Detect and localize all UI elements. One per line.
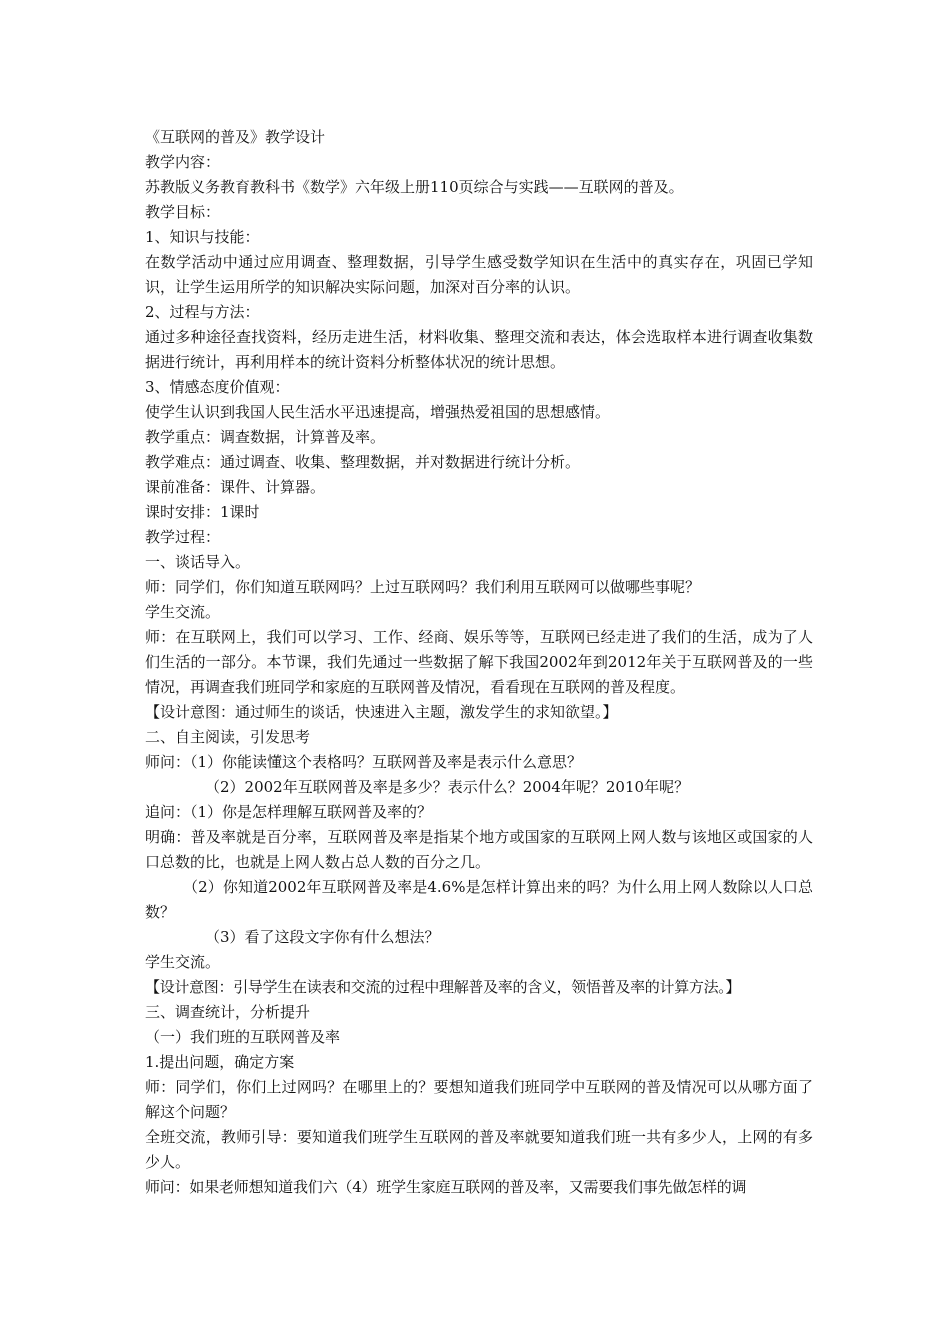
- s1-intent: 【设计意图：通过师生的谈话，快速进入主题，激发学生的求知欲望。】: [145, 703, 618, 721]
- goal1-heading: 1、知识与技能：: [145, 228, 260, 246]
- s1-student: 学生交流。: [145, 603, 221, 621]
- s2-question2: （2）2002年互联网普及率是多少？表示什么？2004年呢？2010年呢？: [205, 778, 690, 796]
- goal3-text: 使学生认识到我国人民生活水平迅速提高，增强热爱祖国的思想感情。: [145, 403, 611, 421]
- s3-teacher-question2: 师问：如果老师想知道我们六（4）班学生家庭互联网的普及率，又需要我们事先做怎样的调: [145, 1178, 747, 1196]
- document-title: 《互联网的普及》教学设计: [145, 128, 326, 146]
- s2-follow-up3: （3）看了这段文字你有什么想法？: [205, 928, 440, 946]
- goals-heading: 教学目标：: [145, 203, 221, 221]
- s3-subsection1: （一）我们班的互联网普及率: [145, 1028, 341, 1046]
- s3-step1: 1.提出问题，确定方案: [145, 1053, 295, 1071]
- content-heading: 教学内容：: [145, 153, 221, 171]
- s1-teacher-question: 师：同学们，你们知道互联网吗？上过互联网吗？我们利用互联网可以做哪些事呢？: [145, 578, 701, 596]
- section2-heading: 二、自主阅读，引发思考: [145, 728, 311, 746]
- difficulty: 教学难点：通过调查、收集、整理数据，并对数据进行统计分析。: [145, 453, 581, 471]
- s2-question1: 师问：（1）你能读懂这个表格吗？互联网普及率是表示什么意思？: [145, 753, 583, 771]
- process-heading: 教学过程：: [145, 528, 221, 546]
- s1-teacher-text: 师：在互联网上，我们可以学习、工作、经商、娱乐等等，互联网已经走进了我们的生活，成为了人们生活的一部分。本节课，我们先通过一些数据了解下我国2002年到2012年关于互联网普及的一些情况，再调查我们班同学和家庭的互联网普及情况，看看现在互联网的普及程度。: [145, 628, 813, 696]
- goal3-heading: 3、情感态度价值观：: [145, 378, 290, 396]
- s2-clarify: 明确：普及率就是百分率，互联网普及率是指某个地方或国家的互联网上网人数与该地区或国家的人口总数的比，也就是上网人数占总人数的百分之几。: [145, 828, 813, 871]
- s2-intent: 【设计意图：引导学生在读表和交流的过程中理解普及率的含义，领悟普及率的计算方法。】: [145, 978, 741, 996]
- s2-follow-up: 追问：（1）你是怎样理解互联网普及率的？: [145, 803, 433, 821]
- section3-heading: 三、调查统计，分析提升: [145, 1003, 311, 1021]
- schedule: 课时安排：1课时: [145, 503, 260, 521]
- key-point: 教学重点：调查数据，计算普及率。: [145, 428, 386, 446]
- goal1-text: 在数学活动中通过应用调查、整理数据，引导学生感受数学知识在生活中的真实存在，巩固已学知识，让学生运用所学的知识解决实际问题，加深对百分率的认识。: [145, 253, 813, 296]
- s3-discussion: 全班交流，教师引导：要知道我们班学生互联网的普及率就要知道我们班一共有多少人，上网的有多少人。: [145, 1128, 813, 1171]
- preparation: 课前准备：课件、计算器。: [145, 478, 326, 496]
- goal2-text: 通过多种途径查找资料，经历走进生活，材料收集、整理交流和表达，体会选取样本进行调查收集数据进行统计，再利用样本的统计资料分析整体状况的统计思想。: [145, 328, 813, 371]
- s2-follow-up2: （2）你知道2002年互联网普及率是4.6%是怎样计算出来的吗？为什么用上网人数除以人口总数？: [145, 878, 813, 921]
- goal2-heading: 2、过程与方法：: [145, 303, 260, 321]
- content-text: 苏教版义务教育教科书《数学》六年级上册110页综合与实践——互联网的普及。: [145, 178, 684, 196]
- section1-heading: 一、谈话导入。: [145, 553, 251, 571]
- s3-teacher-question: 师：同学们，你们上过网吗？在哪里上的？要想知道我们班同学中互联网的普及情况可以从哪方面了解这个问题？: [145, 1078, 813, 1121]
- s2-student: 学生交流。: [145, 953, 221, 971]
- document-page: [145, 125, 813, 1200]
